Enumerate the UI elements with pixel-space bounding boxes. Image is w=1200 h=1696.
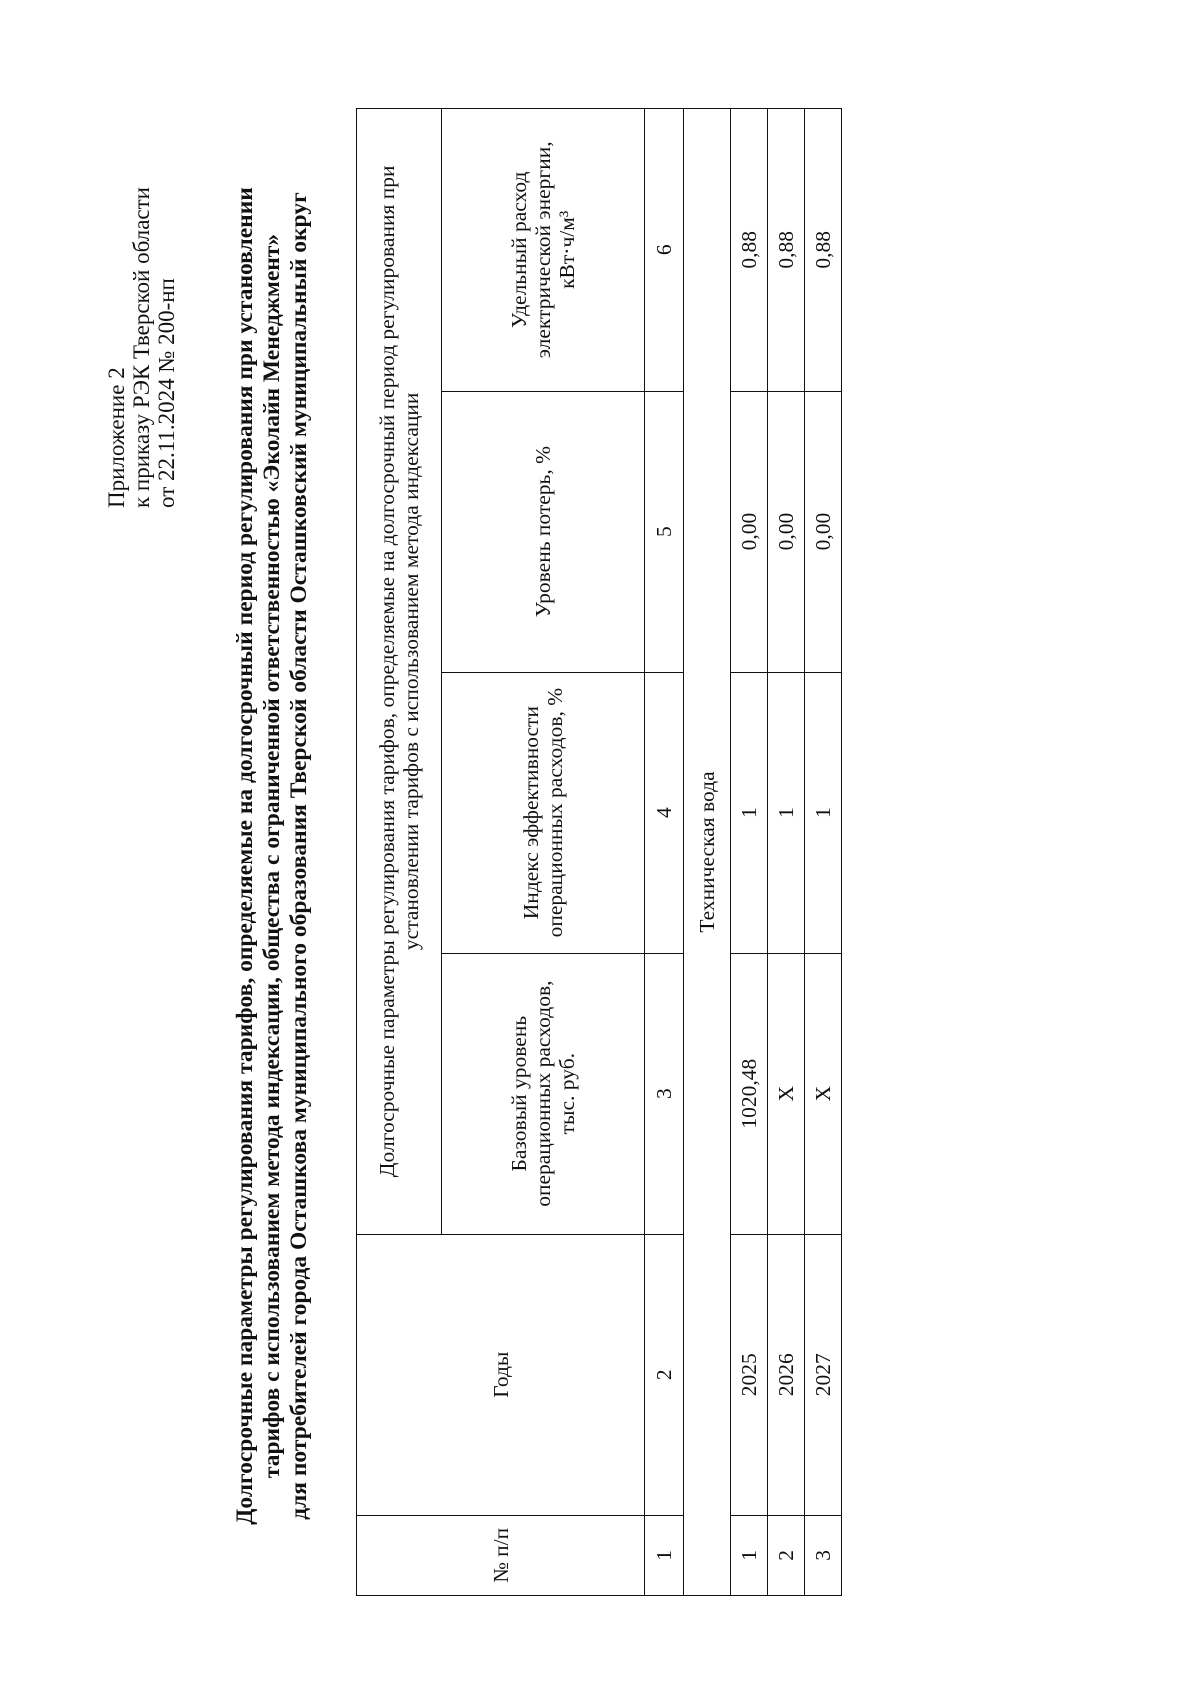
table-row xyxy=(805,109,842,1596)
cell-losses: 0,00 xyxy=(731,391,768,672)
numbering-cell: 1 xyxy=(645,1515,684,1595)
header-losses: Уровень потерь, % xyxy=(442,391,645,672)
cell-no: 2 xyxy=(768,1515,805,1595)
parameters-table xyxy=(356,108,842,1596)
title-line-3: для потребителей города Осташкова муниципального образования Тверской области Осташковский муниципальный округ xyxy=(286,192,312,1520)
numbering-cell: 3 xyxy=(645,953,684,1234)
cell-energy: 0,88 xyxy=(805,109,842,392)
title-line-2: тарифов с использованием метода индексации, общества с ограниченной ответственностью «Эколайн Менеджмент» xyxy=(259,233,285,1479)
annex-date: от 22.11.2024 № 200-нп xyxy=(154,278,179,508)
annex-order: к приказу РЭК Тверской области xyxy=(129,187,154,508)
section-technical-water: Техническая вода xyxy=(684,109,731,1596)
cell-efficiency-index: 1 xyxy=(768,672,805,953)
header-base-opex: Базовый уровень операционных расходов, тыс. руб. xyxy=(442,953,645,1234)
table-row xyxy=(731,109,768,1596)
cell-year: 2025 xyxy=(731,1234,768,1515)
header-years: Годы xyxy=(357,1234,645,1515)
section-row xyxy=(684,109,731,1596)
numbering-cell: 2 xyxy=(645,1234,684,1515)
numbering-cell: 6 xyxy=(645,109,684,392)
header-row-1 xyxy=(357,109,442,1596)
annex-title: Приложение 2 xyxy=(104,367,129,508)
cell-year: 2027 xyxy=(805,1234,842,1515)
header-energy: Удельный расход электрической энергии, кВт·ч/м³ xyxy=(442,109,645,392)
cell-year: 2026 xyxy=(768,1234,805,1515)
cell-losses: 0,00 xyxy=(768,391,805,672)
table-row xyxy=(768,109,805,1596)
title-line-1: Долгосрочные параметры регулирования тарифов, определяемые на долгосрочный период регулирования при установлении xyxy=(232,187,258,1525)
cell-base-opex: X xyxy=(768,953,805,1234)
numbering-row xyxy=(645,109,684,1596)
header-no: № п/п xyxy=(357,1515,645,1595)
cell-base-opex: 1020,48 xyxy=(731,953,768,1234)
numbering-cell: 5 xyxy=(645,391,684,672)
document-title xyxy=(232,171,313,1541)
cell-base-opex: X xyxy=(805,953,842,1234)
numbering-cell: 4 xyxy=(645,672,684,953)
cell-no: 3 xyxy=(805,1515,842,1595)
cell-efficiency-index: 1 xyxy=(731,672,768,953)
cell-energy: 0,88 xyxy=(731,109,768,392)
cell-efficiency-index: 1 xyxy=(805,672,842,953)
cell-energy: 0,88 xyxy=(768,109,805,392)
header-efficiency-index: Индекс эффективности операционных расходов, % xyxy=(442,672,645,953)
cell-losses: 0,00 xyxy=(805,391,842,672)
cell-no: 1 xyxy=(731,1515,768,1595)
header-group: Долгосрочные параметры регулирования тарифов, определяемые на долгосрочный период регулирования при установлении тарифов с использованием метода индексации xyxy=(357,109,442,1235)
annex-block xyxy=(104,28,179,508)
